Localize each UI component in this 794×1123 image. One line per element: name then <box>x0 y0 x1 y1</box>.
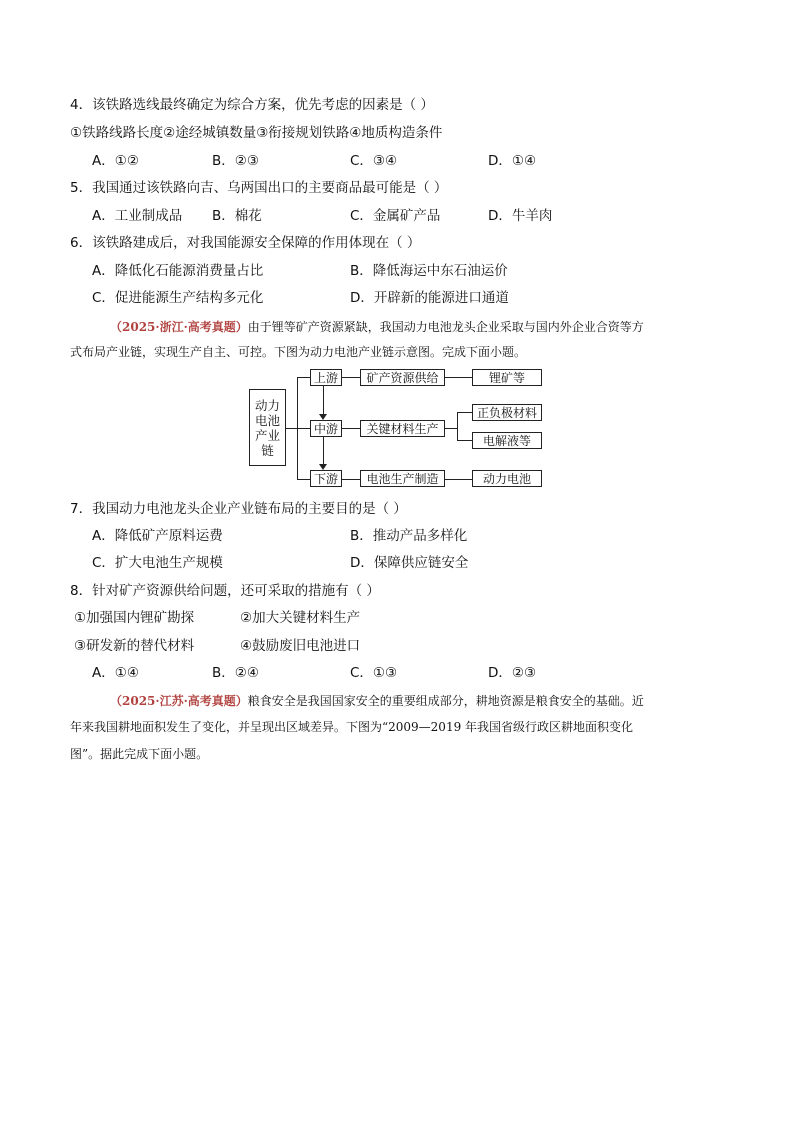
q8-option-b: B．②④ <box>212 665 259 681</box>
bracket-top-tick <box>297 377 310 378</box>
q6-option-b: B．降低海运中东石油运价 <box>350 263 508 279</box>
output-electrolyte-box: 电解液等 <box>472 432 542 449</box>
connector-downstream-item <box>342 479 360 480</box>
q8-option-d: D．②③ <box>488 665 537 681</box>
midstream-item-box: 关键材料生产 <box>360 420 445 437</box>
q4-items: ①铁路线路长度②途经城镇数量③衔接规划铁路④地质构造条件 <box>70 125 443 141</box>
output-lithium-box: 锂矿等 <box>472 369 542 386</box>
connector-battery <box>445 479 472 480</box>
stage-upstream-box: 上游 <box>310 369 342 386</box>
q6-stem: 6．该铁路建成后，对我国能源安全保障的作用体现在（ ） <box>70 235 421 251</box>
output-battery-box: 动力电池 <box>472 470 542 487</box>
passage1-text-line1: 由于锂等矿产资源紧缺，我国动力电池龙头企业采取与国内外企业合资等方 <box>247 320 644 334</box>
bracket-connector <box>286 428 297 429</box>
q5-option-d: D．牛羊肉 <box>488 208 553 224</box>
passage2-line1 <box>110 692 644 710</box>
q5-stem: 5．我国通过该铁路向吉、乌两国出口的主要商品最可能是（ ） <box>70 180 448 196</box>
arrow-mid-down-head <box>319 464 327 470</box>
q8-stem: 8．针对矿产资源供给问题，还可采取的措施有（ ） <box>70 583 380 599</box>
q8-option-a: A．①④ <box>92 665 139 681</box>
upstream-item-box: 矿产资源供给 <box>360 369 445 386</box>
q4-option-a: A．①② <box>92 153 139 169</box>
passage2-source: （2025·江苏·高考真题） <box>110 694 248 708</box>
q8-item-4: ④鼓励废旧电池进口 <box>240 638 361 654</box>
connector-midstream-item <box>342 428 360 429</box>
stage-downstream-box: 下游 <box>310 470 342 487</box>
q7-option-a: A．降低矿产原料运费 <box>92 528 223 544</box>
stage-midstream-box: 中游 <box>310 420 342 437</box>
q5-option-b: B．棉花 <box>212 208 262 224</box>
arrow-up-mid-head <box>319 414 327 420</box>
connector-upstream-item <box>342 377 360 378</box>
arrow-up-mid-line <box>323 386 324 414</box>
q7-option-b: B．推动产品多样化 <box>350 528 468 544</box>
connector-electrode <box>457 412 472 413</box>
connector-mid-split-vertical <box>457 412 458 440</box>
downstream-item-box: 电池生产制造 <box>360 470 445 487</box>
arrow-mid-down-line <box>323 437 324 464</box>
q8-item-3: ③研发新的替代材料 <box>74 638 195 654</box>
diagram-root-line: 链 <box>261 442 274 458</box>
connector-lithium <box>445 377 472 378</box>
q4-option-b: B．②③ <box>212 153 259 169</box>
diagram-root-box <box>249 389 286 466</box>
q7-option-c: C．扩大电池生产规模 <box>92 555 223 571</box>
q7-stem: 7．我国动力电池龙头企业产业链布局的主要目的是（ ） <box>70 501 407 517</box>
bracket-bottom-tick <box>297 479 310 480</box>
q4-option-d: D．①④ <box>488 153 537 169</box>
q6-option-c: C．促进能源生产结构多元化 <box>92 290 264 306</box>
q6-option-d: D．开辟新的能源进口通道 <box>350 290 509 306</box>
diagram-root-line: 产业 <box>254 427 280 443</box>
q6-option-a: A．降低化石能源消费量占比 <box>92 263 264 279</box>
q4-option-c: C．③④ <box>350 153 398 169</box>
passage2-text-line3: 图”。据此完成下面小题。 <box>70 747 209 761</box>
q8-item-2: ②加大关键材料生产 <box>240 610 361 626</box>
q8-item-1: ①加强国内锂矿勘探 <box>74 610 195 626</box>
connector-mid-split <box>445 428 457 429</box>
passage1-line1 <box>110 318 644 336</box>
passage1-source: （2025·浙江·高考真题） <box>110 320 248 334</box>
bracket-mid-tick <box>297 428 310 429</box>
passage1-text-line2: 式布局产业链，实现生产自主、可控。下图为动力电池产业链示意图。完成下面小题。 <box>70 345 527 359</box>
q4-stem: 4．该铁路选线最终确定为综合方案，优先考虑的因素是（ ） <box>70 97 434 113</box>
passage2-text-line1: 粮食安全是我国国家安全的重要组成部分，耕地资源是粮食安全的基础。近 <box>247 694 644 708</box>
output-electrode-box: 正负极材料 <box>472 404 542 421</box>
passage2-text-line2: 年来我国耕地面积发生了变化，并呈现出区域差异。下图为“2009—2019 年我国省级行政区耕地面积变化 <box>70 720 634 734</box>
q8-option-c: C．①③ <box>350 665 398 681</box>
diagram-root-line: 电池 <box>254 412 280 428</box>
diagram-root-line: 动力 <box>254 397 280 413</box>
q5-option-c: C．金属矿产品 <box>350 208 441 224</box>
q5-option-a: A．工业制成品 <box>92 208 183 224</box>
q7-option-d: D．保障供应链安全 <box>350 555 469 571</box>
connector-electrolyte <box>457 440 472 441</box>
